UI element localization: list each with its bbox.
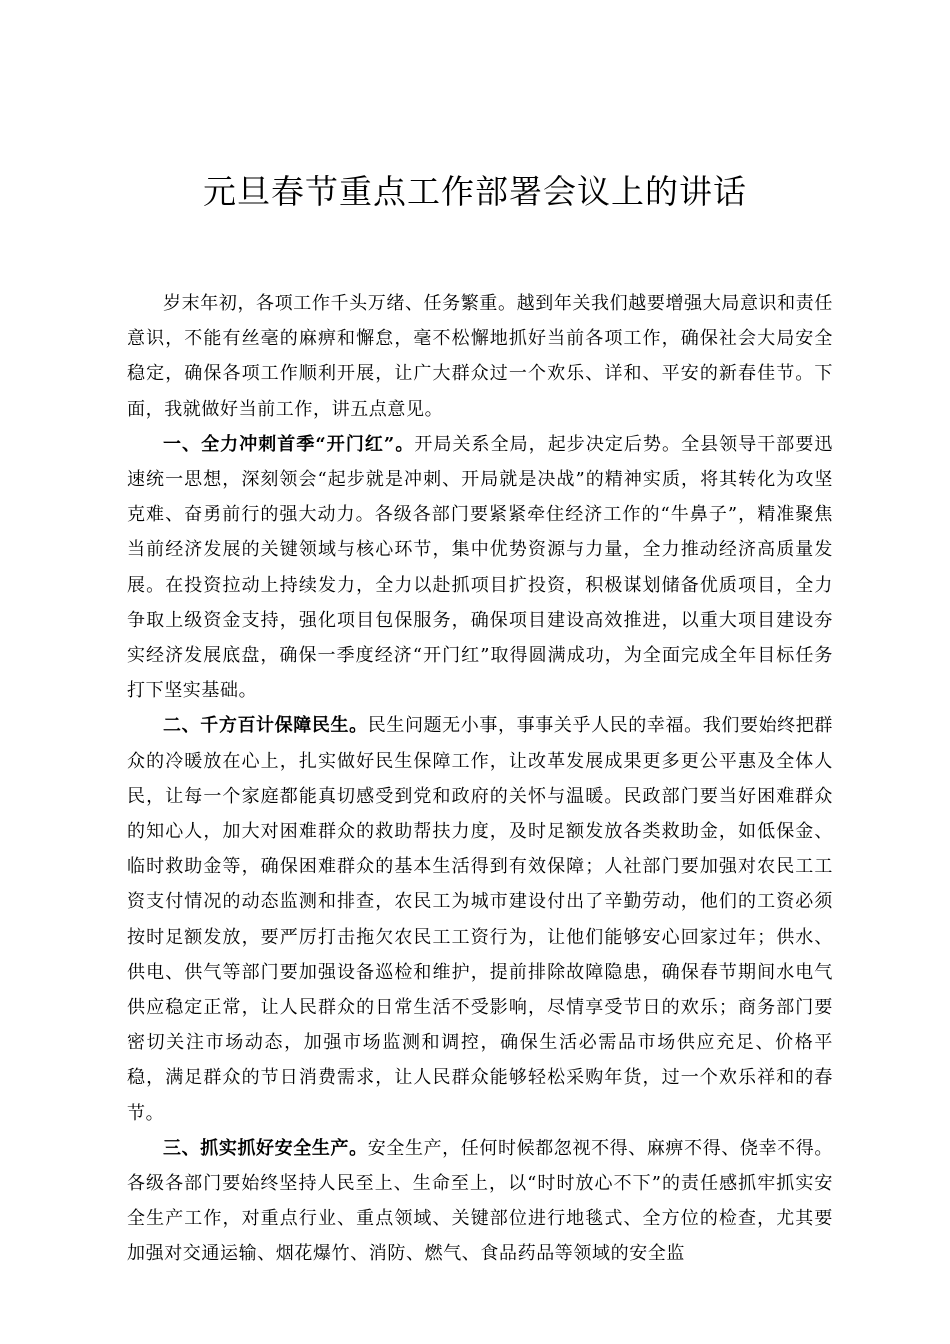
- paragraph-text: 民生问题无小事，事事关乎人民的幸福。我们要始终把群众的冷暖放在心上，扎实做好民生保障工作，让改革发展成果更多更公平惠及全体人民，让每一个家庭都能真切感受到党和政府的关怀与温暖。民政部门要当好困难群众的知心人，加大对困难群众的救助帮扶力度，及时足额发放各类救助金，如低保金、临时救助金等，确保困难群众的基本生活得到有效保障；人社部门要加强对农民工工资支付情况的动态监测和排查，农民工为城市建设付出了辛勤劳动，他们的工资必须按时足额发放，要严厉打击拖欠农民工工资行为，让他们能够安心回家过年；供水、供电、供气等部门要加强设备巡检和维护，提前排除故障隐患，确保春节期间水电气供应稳定正常，让人民群众的日常生活不受影响，尽情享受节日的欢乐；商务部门要密切关注市场动态，加强市场监测和调控，确保生活必需品市场供应充足、价格平稳，满足群众的节日消费需求，让人民群众能够轻松采购年货，过一个欢乐祥和的春节。: [127, 715, 833, 1124]
- section-heading: 一、全力冲刺首季“开门红”。: [163, 433, 415, 455]
- paragraph-section-2: [127, 708, 833, 1130]
- paragraph-section-1: [127, 427, 833, 709]
- paragraph-text: 开局关系全局，起步决定后势。全县领导干部要迅速统一思想，深刻领会“起步就是冲刺、开局就是决战”的精神实质，将其转化为攻坚克难、奋勇前行的强大动力。各级各部门要紧紧牵住经济工作的“牛鼻子”，精准聚焦当前经济发展的关键领域与核心环节，集中优势资源与力量，全力推动经济高质量发展。在投资拉动上持续发力，全力以赴抓项目扩投资，积极谋划储备优质项目，全力争取上级资金支持，强化项目包保服务，确保项目建设高效推进，以重大项目建设夯实经济发展底盘，确保一季度经济“开门红”取得圆满成功，为全面完成全年目标任务打下坚实基础。: [127, 433, 834, 702]
- paragraph-text: 岁末年初，各项工作千头万绪、任务繁重。越到年关我们越要增强大局意识和责任意识，不能有丝毫的麻痹和懈怠，毫不松懈地抓好当前各项工作，确保社会大局安全稳定，确保各项工作顺利开展，让广大群众过一个欢乐、详和、平安的新春佳节。下面，我就做好当前工作，讲五点意见。: [127, 293, 833, 420]
- document-title: 元旦春节重点工作部署会议上的讲话: [203, 172, 747, 211]
- paragraph-text: 安全生产，任何时候都忽视不得、麻痹不得、侥幸不得。各级各部门要始终坚持人民至上、生命至上，以“时时放心不下”的责任感抓牢抓实安全生产工作，对重点行业、重点领域、关键部位进行地毯式、全方位的检查，尤其要加强对交通运输、烟花爆竹、消防、燃气、食品药品等领域的安全监: [127, 1137, 833, 1265]
- paragraph-section-3: [127, 1131, 833, 1272]
- section-heading: 二、千方百计保障民生。: [163, 715, 368, 737]
- paragraph-intro: [127, 286, 833, 427]
- document-body: [127, 286, 833, 1272]
- section-heading: 三、抓实抓好安全生产。: [163, 1137, 368, 1159]
